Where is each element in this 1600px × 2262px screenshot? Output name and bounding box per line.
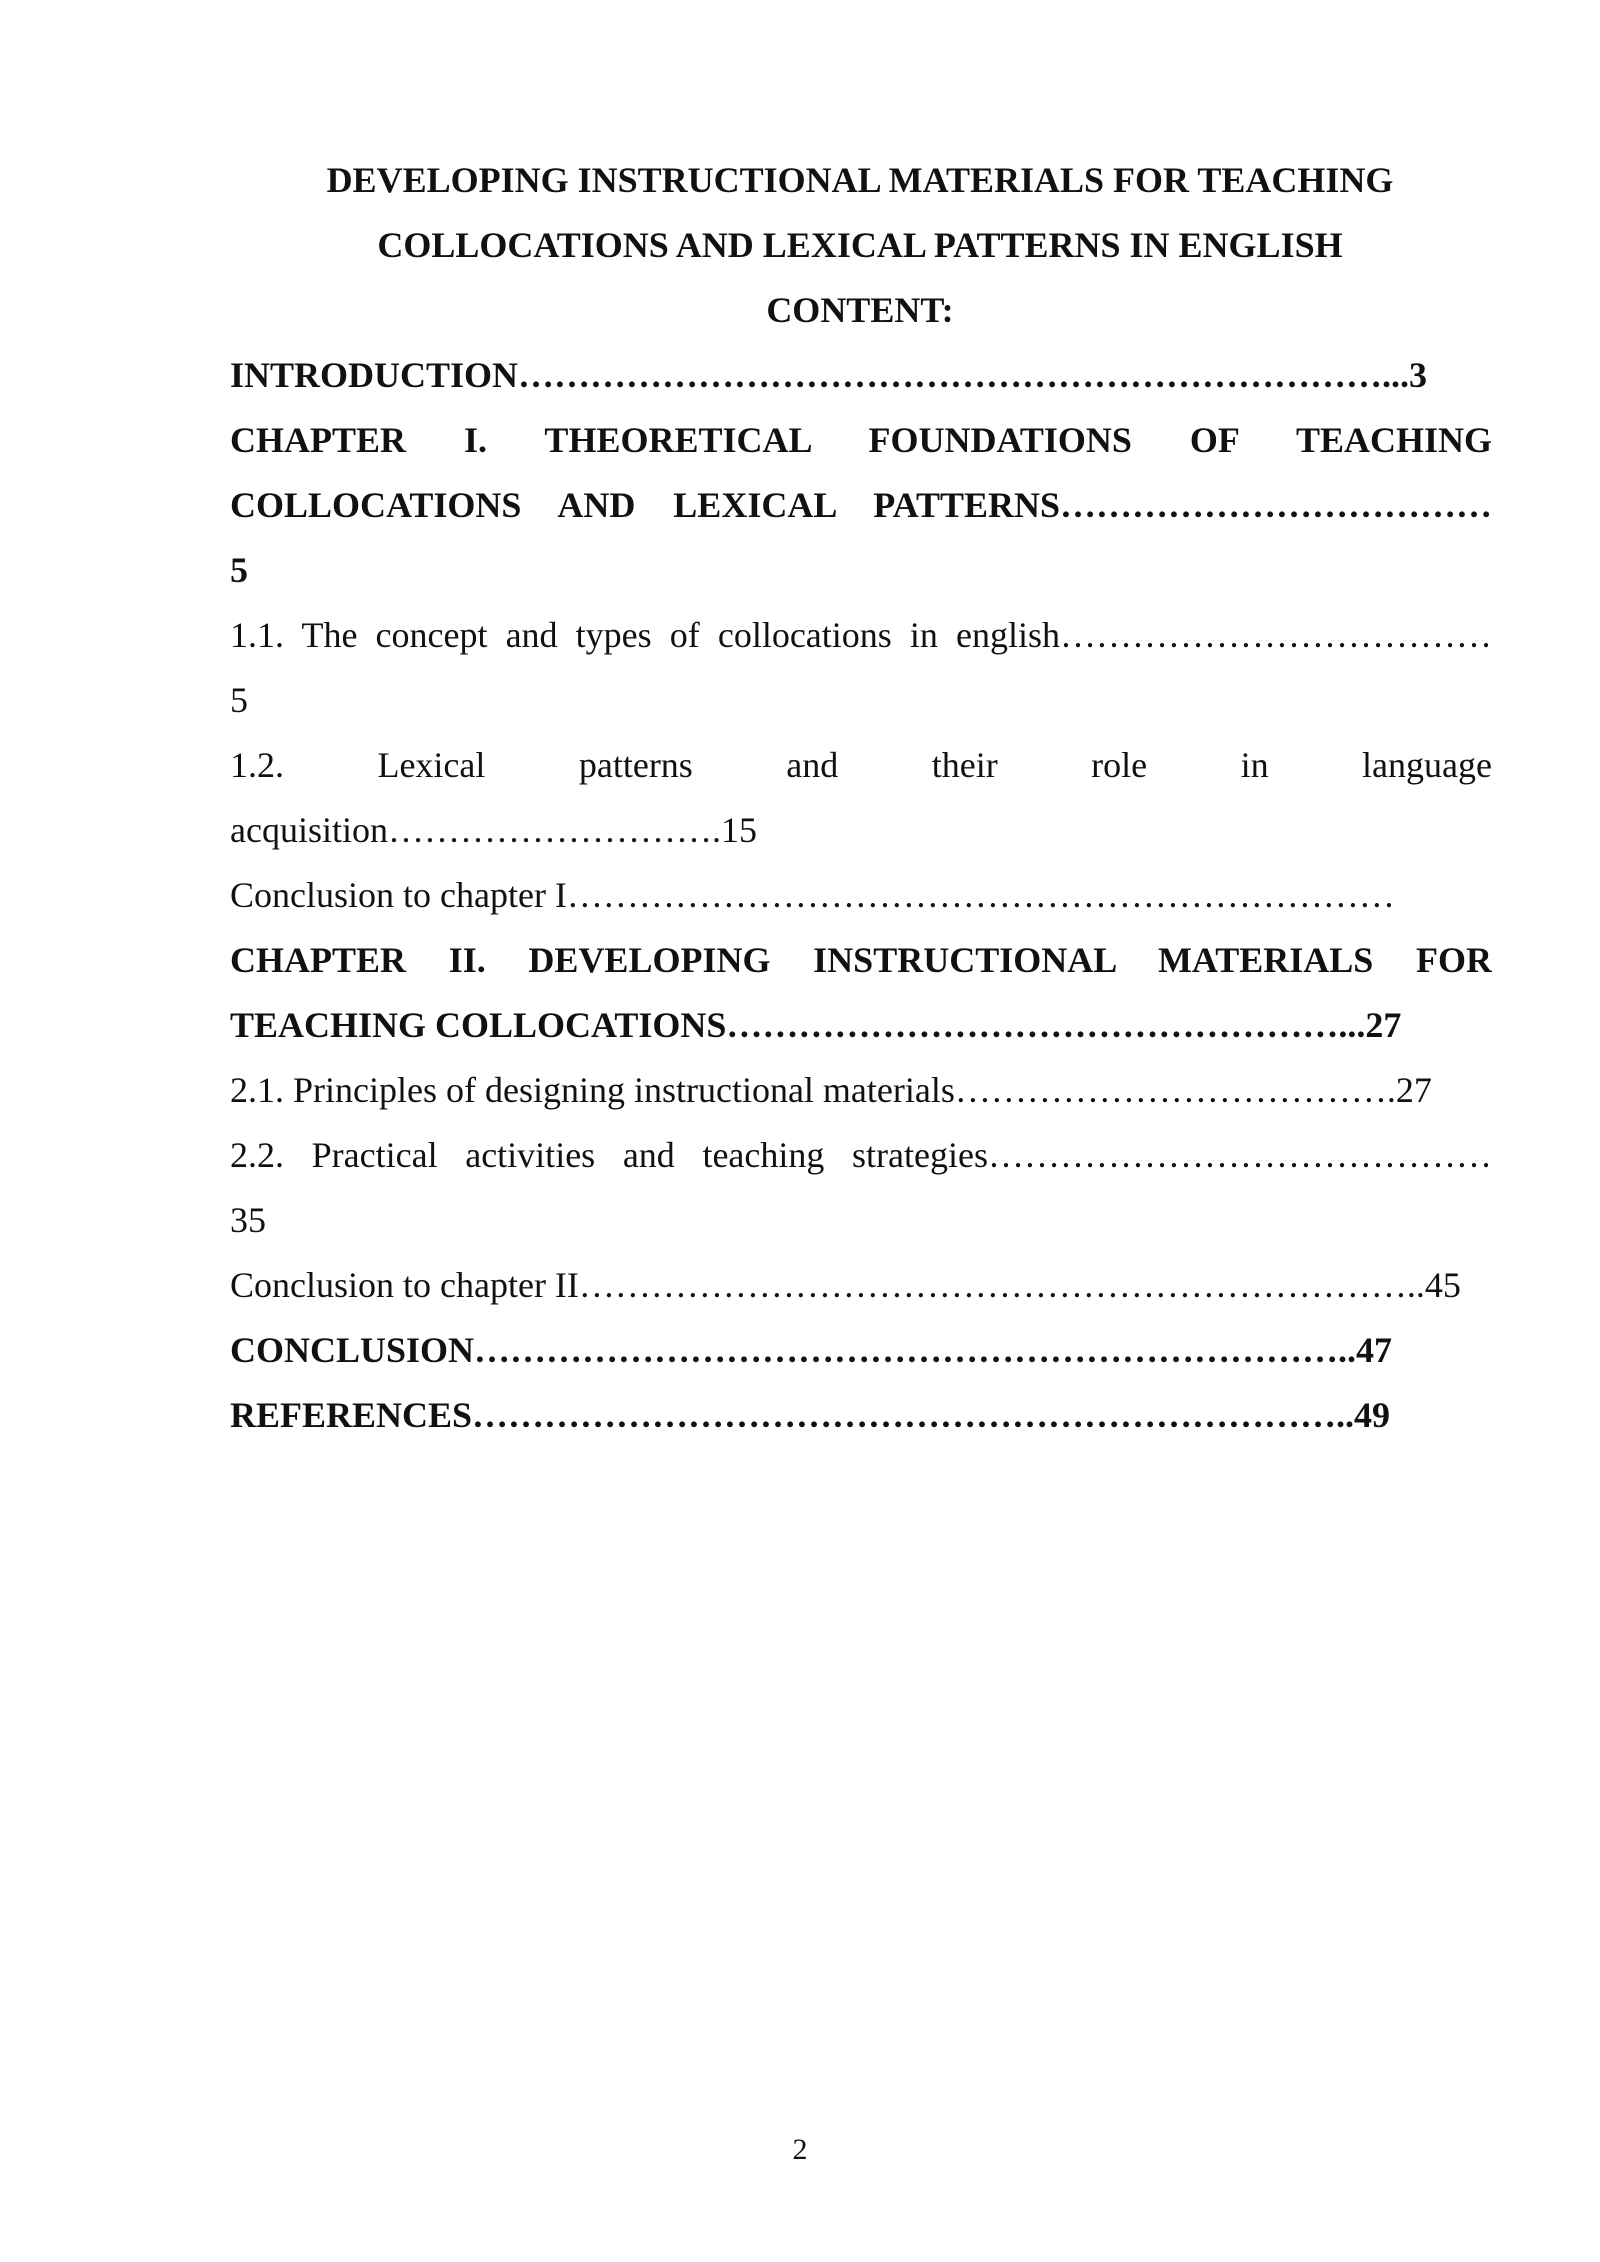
toc-entry-references: REFERENCES………………………………………………………………..49 [230, 1395, 1391, 1435]
toc-entry-chapter-1: CHAPTER I. THEORETICAL FOUNDATIONS OF TEACHING [230, 420, 1492, 460]
toc-page-number: 35 [230, 1200, 266, 1240]
toc-entry-1-1: 1.1. The concept and types of collocations in english……………………………… [230, 615, 1492, 655]
toc-entry-1-2-cont: acquisition……………………….15 [230, 810, 757, 850]
toc-entry-chapter-2-cont: TEACHING COLLOCATIONS……………………………………………...27 [230, 1005, 1402, 1045]
toc-entry-conclusion-chapter-2: Conclusion to chapter II……………………………………………………………..45 [230, 1265, 1461, 1305]
toc-entry-introduction: INTRODUCTION………………………………………………………………...3 [230, 355, 1428, 395]
toc-entry-2-2: 2.2. Practical activities and teaching strategies…………………………………… [230, 1135, 1492, 1175]
content-heading: CONTENT: [766, 290, 954, 330]
toc-entry-chapter-1-cont: COLLOCATIONS AND LEXICAL PATTERNS……………………………… [230, 485, 1492, 525]
page-number: 2 [792, 2133, 808, 2166]
document-title [230, 148, 1490, 343]
toc-entry-1-2: 1.2. Lexical patterns and their role in language [230, 745, 1492, 785]
title-line: DEVELOPING INSTRUCTIONAL MATERIALS FOR TEACHING [326, 160, 1394, 200]
toc-entry-chapter-2: CHAPTER II. DEVELOPING INSTRUCTIONAL MATERIALS FOR [230, 940, 1492, 980]
toc-entry-conclusion-chapter-1: Conclusion to chapter I…………………………………………………………… [230, 875, 1395, 915]
title-line: COLLOCATIONS AND LEXICAL PATTERNS IN ENGLISH [377, 225, 1343, 265]
table-of-contents [230, 343, 1492, 1448]
toc-entry-conclusion: CONCLUSION………………………………………………………………..47 [230, 1330, 1393, 1370]
toc-page-number: 5 [230, 680, 248, 720]
toc-entry-2-1: 2.1. Principles of designing instructional materials……………………………….27 [230, 1070, 1432, 1110]
toc-page-number: 5 [230, 550, 248, 590]
